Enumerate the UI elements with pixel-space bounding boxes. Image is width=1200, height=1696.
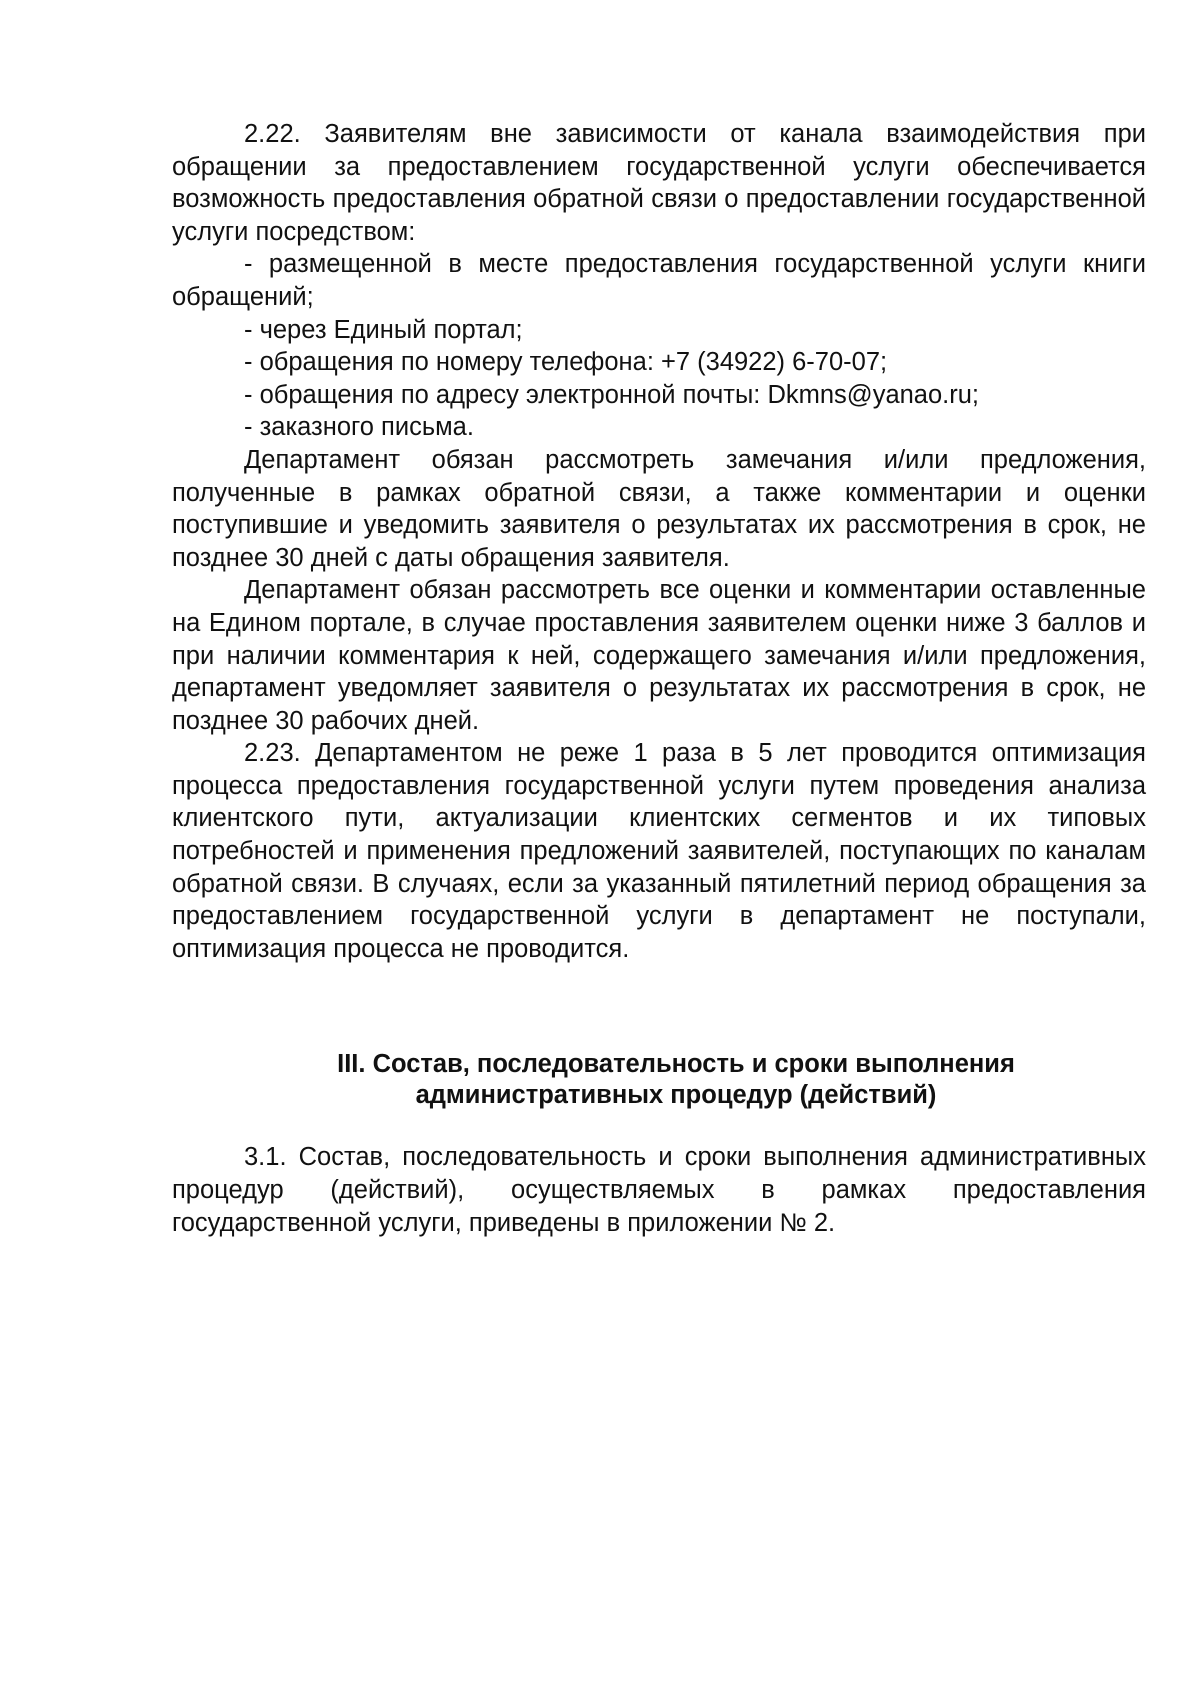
list-item-registered-letter: - заказного письма. bbox=[244, 413, 474, 442]
section-spacer bbox=[172, 1111, 1146, 1141]
list-item-phone: - обращения по номеру телефона: +7 (34922) 6-70-07; bbox=[244, 348, 888, 377]
paragraph-2-23: 2.23. Департаментом не реже 1 раза в 5 лет проводится оптимизация процесса предоставления государственной услуги путем проведения анализа клиентского пути, актуализации клиентских сегментов и их типовых потребностей и применения предложений заявителей, поступающих по каналам обратной связи. В случаях, если за указанный пятилетний период обращения за предоставлением государственной услуги в департамент не поступали, оптимизация процесса не проводится. bbox=[172, 739, 1146, 963]
section-heading bbox=[172, 1049, 1146, 1111]
section-heading-line-2: административных процедур (действий) bbox=[415, 1081, 937, 1110]
paragraph-2-22: 2.22. Заявителям вне зависимости от канала взаимодействия при обращении за предоставлением государственной услуги обеспечивается возможность предоставления обратной связи о предоставлении государственной услуги посредством: bbox=[172, 120, 1146, 246]
list-item-email: - обращения по адресу электронной почты: Dkmns@yanao.ru; bbox=[244, 380, 980, 409]
section-heading-line-1: III. Состав, последовательность и сроки выполнения bbox=[337, 1050, 1015, 1079]
paragraph-department-ratings: Департамент обязан рассмотреть все оценки и комментарии оставленные на Едином портале, в случае проставления заявителем оценки ниже 3 баллов и при наличии комментария к ней, содержащего замечания и/или предложения, департамент уведомляет заявителя о результатах их рассмотрения в срок, не позднее 30 рабочих дней. bbox=[172, 576, 1146, 735]
paragraph-3-1: 3.1. Состав, последовательность и сроки выполнения административных процедур (действий), осуществляемых в рамках предоставления государственной услуги, приведены в приложении № 2. bbox=[172, 1143, 1146, 1237]
list-item-book-of-appeals: - размещенной в месте предоставления государственной услуги книги обращений; bbox=[172, 250, 1146, 311]
paragraph-department-remarks: Департамент обязан рассмотреть замечания и/или предложения, полученные в рамках обратной связи, а также комментарии и оценки поступившие и уведомить заявителя о результатах их рассмотрения в срок, не позднее 30 дней с даты обращения заявителя. bbox=[172, 445, 1146, 572]
list-item-unified-portal: - через Единый портал; bbox=[244, 315, 523, 344]
document-page bbox=[172, 118, 1146, 1239]
